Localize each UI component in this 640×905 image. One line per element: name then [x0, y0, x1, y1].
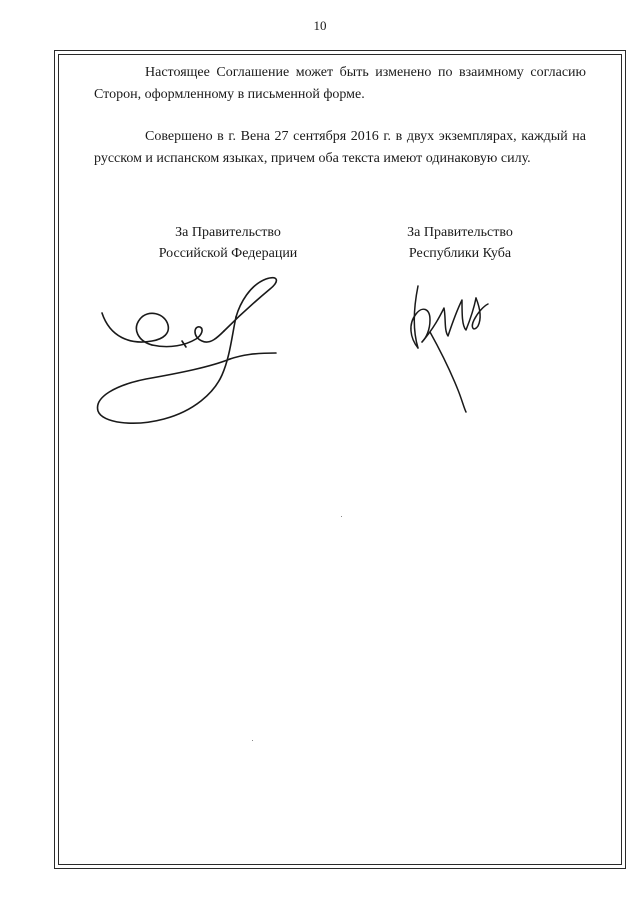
document-body	[94, 62, 586, 169]
execution-paragraph: Совершено в г. Вена 27 сентября 2016 г. в двух экземплярах, каждый на русском и испанском языках, причем оба текста имеют одинаковую силу.	[94, 129, 586, 166]
amendment-paragraph: Настоящее Соглашение может быть изменено по взаимному согласию Сторон, оформленному в письменной форме.	[94, 65, 586, 102]
signature-cuba	[400, 278, 500, 418]
signatory-block-russia	[128, 222, 328, 264]
signatory-russia-line1: За Правительство	[175, 225, 281, 240]
signatory-cuba-line1: За Правительство	[407, 225, 513, 240]
signatory-cuba-line2: Республики Куба	[408, 246, 512, 261]
scan-speck	[252, 740, 253, 741]
page-frame-inner	[58, 54, 622, 865]
signature-russia	[90, 275, 290, 435]
scan-speck	[341, 516, 342, 517]
signatory-block-cuba	[355, 222, 565, 264]
signatory-russia-line2: Российской Федерации	[158, 246, 298, 261]
page-number: 10	[313, 18, 327, 33]
